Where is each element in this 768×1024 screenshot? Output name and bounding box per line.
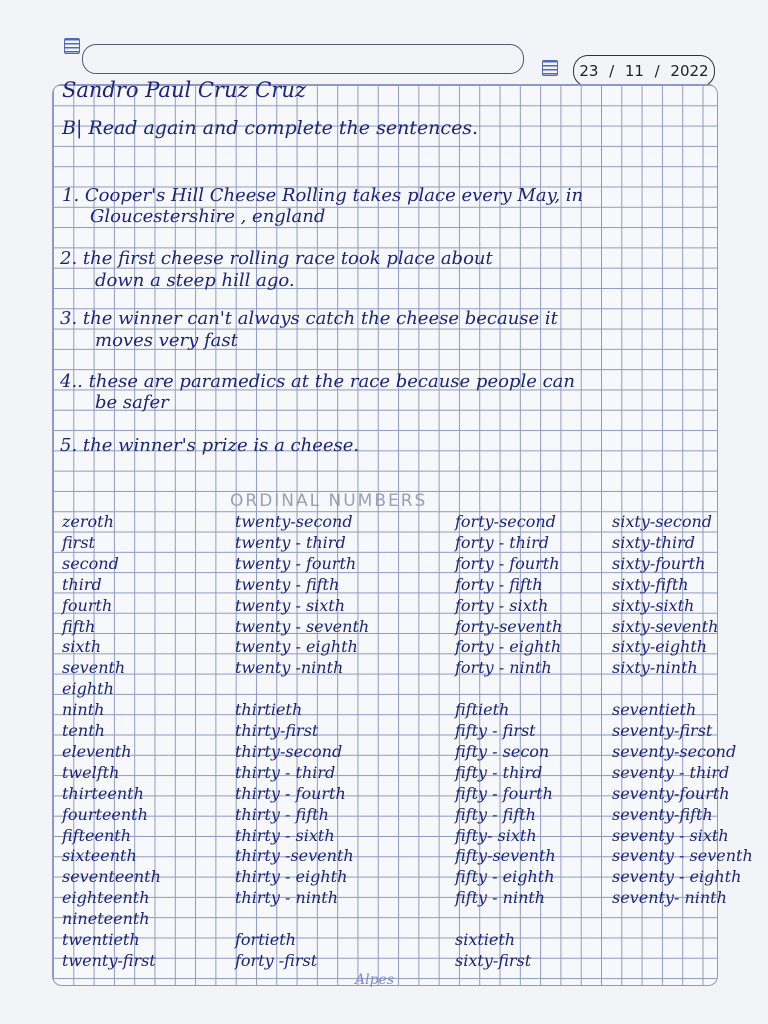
ordinal-word: thirty - fourth [235, 783, 346, 803]
ordinal-word: twenty - eighth [235, 637, 358, 657]
ordinal-word: fiftieth [455, 700, 510, 720]
ordinal-word: thirty-first [235, 721, 319, 740]
sentence-4-line-1: 4.. these are paramedics at the race because people can [60, 371, 575, 392]
ordinal-word: seventy-fourth [612, 783, 730, 803]
ordinal-word: second [62, 553, 119, 573]
ordinal-word: fifty - eighth [455, 867, 555, 887]
ordinal-word: sixty-sixth [612, 595, 695, 615]
date-separator: / [654, 62, 660, 80]
ordinal-word: nineteenth [62, 909, 150, 929]
sentence-1-line-2: Gloucestershire , england [90, 206, 326, 227]
date-field [573, 55, 715, 87]
ordinal-word: thirty - eighth [235, 867, 348, 887]
notebook-list-icon [64, 38, 80, 54]
ordinal-word: thirty -seventh [235, 846, 354, 866]
ordinal-word: twenty-second [235, 512, 353, 531]
ordinal-word: fifty-seventh [455, 846, 556, 866]
ordinal-word: twenty - sixth [235, 595, 346, 615]
ordinal-word: sixtieth [455, 930, 516, 949]
ordinal-word: fifteenth [62, 825, 131, 845]
ordinal-word: forty-seventh [455, 616, 563, 636]
ordinal-word: thirty - third [235, 762, 336, 782]
ordinal-word: twenty - fifth [235, 574, 340, 594]
ordinal-word: sixteenth [62, 846, 137, 866]
ordinal-word: fifty - first [455, 721, 536, 740]
ordinal-word: seventy-second [612, 741, 737, 761]
ordinal-word: sixty-fifth [612, 574, 689, 594]
ordinal-word: third [62, 574, 102, 594]
ordinal-word: forty - ninth [455, 658, 552, 678]
ordinal-word: thirtieth [235, 700, 303, 720]
ordinal-word: forty -first [235, 950, 318, 970]
ordinal-word: sixty-first [455, 950, 532, 970]
ordinal-word: forty-second [455, 512, 556, 531]
ordinal-word: fifty - secon [455, 741, 550, 761]
ordinal-word: seventeenth [62, 867, 161, 887]
sentence-4-line-2: be safer [95, 392, 169, 413]
ordinal-word: tenth [62, 721, 105, 740]
ordinal-word: twenty - fourth [235, 553, 357, 573]
ordinal-word: sixty-eighth [612, 637, 708, 657]
ordinal-word: seventy-fifth [612, 804, 713, 824]
task-instruction: B| Read again and complete the sentences. [62, 117, 479, 139]
ordinal-word: thirty-second [235, 741, 343, 761]
ordinal-word: twelfth [62, 762, 120, 782]
ordinal-word: fifty - third [455, 762, 543, 782]
sentence-2-line-1: 2. the first cheese rolling race took place about [60, 248, 493, 269]
ordinal-numbers-title: ORDINAL NUMBERS [230, 491, 428, 511]
ordinal-word: fifth [62, 616, 96, 636]
ordinal-word: seventy - sixth [612, 825, 729, 845]
sentence-5-line-1: 5. the winner's prize is a cheese. [60, 435, 360, 456]
ordinal-word: sixty-fourth [612, 553, 706, 573]
ordinal-word: forty - fourth [455, 553, 560, 573]
ordinal-word: fourteenth [62, 804, 148, 824]
ordinal-word: fifty- sixth [455, 825, 537, 845]
ordinal-word: seventy- ninth [612, 888, 727, 908]
ordinal-word: twenty -ninth [235, 658, 344, 678]
date-separator: / [609, 62, 615, 80]
ordinal-word: sixth [62, 637, 102, 657]
ordinal-word: fifty - fourth [455, 783, 553, 803]
ordinal-word: fifty - fifth [455, 804, 536, 824]
ordinal-word: twenty - third [235, 532, 346, 552]
ordinal-word: forty - sixth [455, 595, 549, 615]
date-year: 2022 [670, 62, 709, 80]
ordinal-word: sixty-seventh [612, 616, 719, 636]
ordinal-word: seventh [62, 658, 126, 678]
sentence-3-line-2: moves very fast [95, 330, 238, 351]
sentence-3-line-1: 3. the winner can't always catch the cheese because it [60, 308, 558, 329]
date-day: 23 [579, 62, 599, 80]
ordinal-word: eighth [62, 679, 114, 699]
ordinal-word: fifty - ninth [455, 888, 546, 908]
ordinal-word: thirty - ninth [235, 888, 339, 908]
ordinal-word: forty - fifth [455, 574, 543, 594]
ordinal-word: first [62, 532, 95, 552]
ordinal-word: sixty-third [612, 532, 695, 552]
ordinal-word: thirty - sixth [235, 825, 335, 845]
calendar-icon [542, 60, 558, 76]
ordinal-word: twentieth [62, 930, 140, 949]
ordinal-word: thirteenth [62, 783, 144, 803]
ordinal-word: twenty - seventh [235, 616, 370, 636]
ordinal-word: forty - third [455, 532, 549, 552]
ordinal-word: seventy - third [612, 762, 730, 782]
ordinal-word: fortieth [235, 930, 296, 949]
ordinal-word: eleventh [62, 741, 132, 761]
ordinal-word: sixty-ninth [612, 658, 698, 678]
ordinal-word: seventieth [612, 700, 697, 720]
ordinal-word: thirty - fifth [235, 804, 329, 824]
ordinal-word: zeroth [62, 512, 114, 531]
student-name: Sandro Paul Cruz Cruz [62, 78, 306, 102]
ordinal-word: seventy - seventh [612, 846, 753, 866]
ordinal-word: fourth [62, 595, 113, 615]
ordinal-word: seventy-first [612, 721, 713, 740]
date-month: 11 [624, 62, 644, 80]
ordinal-word: twenty-first [62, 950, 156, 970]
header-field [82, 44, 524, 74]
ordinal-word: sixty-second [612, 512, 713, 531]
ordinal-word: seventy - eighth [612, 867, 742, 887]
sentence-2-line-2: down a steep hill ago. [95, 270, 295, 291]
sentence-1-line-1: 1. Cooper's Hill Cheese Rolling takes place every May, in [62, 185, 584, 206]
ordinal-word: ninth [62, 700, 105, 720]
ordinal-word: forty - eighth [455, 637, 562, 657]
brand-logo: Alpes [355, 972, 395, 988]
ordinal-word: eighteenth [62, 888, 150, 908]
